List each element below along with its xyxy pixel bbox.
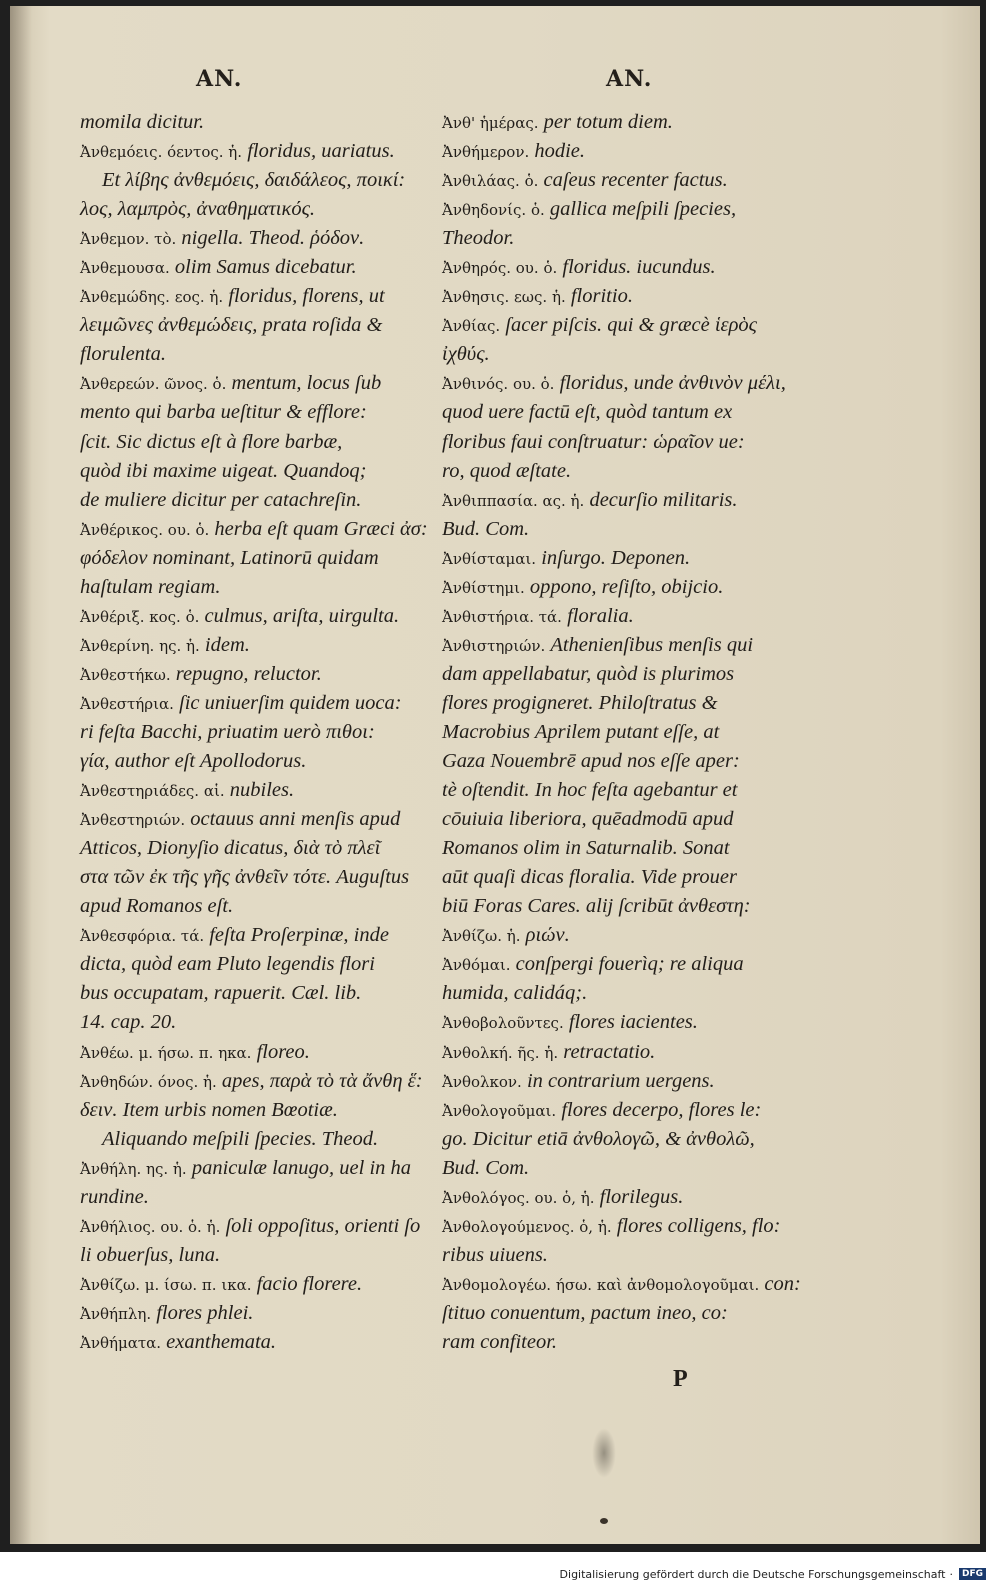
- text-line: [80, 1299, 435, 1328]
- footer-text: Digitalisierung gefördert durch die Deutsche Forschungsgemeinschaft: [559, 1567, 946, 1581]
- text-line: [442, 1008, 792, 1037]
- text-line: [442, 515, 792, 544]
- text-line: [442, 921, 792, 950]
- text-line: [442, 1038, 792, 1067]
- text-line: [80, 166, 435, 195]
- definition-text: nubiles.: [224, 779, 295, 802]
- text-line: [442, 631, 792, 660]
- definition-text: inſurgo. Deponen.: [536, 546, 691, 569]
- definition-text: biū Foras Cares. alij ſcribūt ἀνθεστη:: [442, 895, 751, 918]
- definition-text: flores decerpo, flores le:: [556, 1098, 762, 1121]
- text-line: [80, 979, 435, 1008]
- text-line: [80, 1038, 435, 1067]
- definition-text: caſeus recenter factus.: [538, 169, 728, 192]
- greek-lemma: Ἀνθεστήρια.: [80, 694, 174, 713]
- definition-text: ſacer piſcis. qui & græcè ἱερὸς: [500, 314, 758, 337]
- text-line: [442, 718, 792, 747]
- greek-lemma: Ἀνθήλιος. ου. ὁ. ἡ.: [80, 1217, 221, 1236]
- text-line: [80, 1328, 435, 1357]
- definition-text: mento qui barba ueſtitur & efflore:: [80, 401, 367, 424]
- text-line: [80, 1241, 435, 1270]
- text-line: [80, 1212, 435, 1241]
- definition-text: floribus faui conſtruatur: ὡραῖον ue:: [442, 430, 745, 453]
- text-line: [80, 311, 435, 340]
- greek-lemma: Ἀνθοβολοῦντες.: [442, 1014, 564, 1033]
- definition-text: flores iacientes.: [563, 1011, 698, 1034]
- text-line: [442, 428, 792, 457]
- running-head-right: AN.: [606, 66, 653, 92]
- text-line: [80, 1154, 435, 1183]
- greek-lemma: Ἀνθιλάας. ὁ.: [442, 172, 539, 191]
- text-line: [442, 253, 792, 282]
- greek-lemma: Ἀνθήματα.: [80, 1333, 162, 1352]
- definition-text: floridus, uariatus.: [242, 140, 395, 163]
- text-line: [442, 602, 792, 631]
- definition-text: dicta, quòd eam Pluto legendis flori: [80, 953, 375, 976]
- text-line: [80, 660, 435, 689]
- text-line: [442, 486, 792, 515]
- text-line: [80, 428, 435, 457]
- text-line: [442, 863, 792, 892]
- text-line: [442, 1154, 792, 1183]
- definition-text: Atticos, Dionyſio dicatus, διὰ τὸ πλεῖ: [80, 837, 381, 860]
- definition-text: in contrarium uergens.: [521, 1069, 715, 1092]
- greek-lemma: Ἀνθόμαι.: [442, 956, 511, 975]
- text-line: [80, 921, 435, 950]
- text-line: [80, 602, 435, 631]
- definition-text: floralia.: [561, 604, 634, 627]
- greek-lemma: Ἀνθολογούμενος. ὁ, ἡ.: [442, 1217, 612, 1236]
- text-line: [80, 1067, 435, 1096]
- definition-text: momila dicitur.: [80, 111, 205, 133]
- definition-text: florilegus.: [594, 1185, 684, 1208]
- text-line: [80, 1096, 435, 1125]
- greek-lemma: Ἀνθεμόεις. όεντος. ἡ.: [80, 143, 243, 162]
- definition-text: ριών.: [520, 924, 570, 947]
- greek-lemma: Ἀνθηρός. ου. ὁ.: [442, 259, 558, 278]
- text-line: [80, 1270, 435, 1299]
- text-line: [442, 776, 792, 805]
- text-line: [442, 457, 792, 486]
- definition-text: exanthemata.: [161, 1330, 277, 1353]
- text-line: [442, 1096, 792, 1125]
- text-line: [442, 1241, 792, 1270]
- greek-lemma: Ἀνθεστηριάδες. αἱ.: [80, 782, 225, 801]
- greek-lemma: Ἀνθηδών. όνος. ἡ.: [80, 1072, 217, 1091]
- definition-text: con:: [759, 1272, 801, 1295]
- definition-text: ſic uniuerſim quidem uoca:: [173, 691, 402, 714]
- definition-text: ſtituo conuentum, pactum ineo, co:: [442, 1301, 728, 1324]
- definition-text: decurſio militaris.: [584, 488, 738, 511]
- text-line: [80, 718, 435, 747]
- definition-text: paniculæ lanugo, uel in ha: [186, 1156, 412, 1179]
- definition-text: nigella. Theod. ῥόδον.: [176, 227, 365, 250]
- definition-text: Bud. Com.: [442, 517, 530, 540]
- definition-text: olim Samus dicebatur.: [169, 256, 357, 279]
- text-line: [442, 573, 792, 602]
- definition-text: retractatio.: [558, 1040, 656, 1063]
- greek-lemma: Ἀνθήλη. ης. ἡ.: [80, 1159, 187, 1178]
- definition-text: λος, λαμπρὸς, ἀναθηματικός.: [80, 198, 316, 221]
- definition-text: apes, παρὰ τὸ τὰ ἄνθη ἕ:: [216, 1069, 423, 1092]
- greek-lemma: Ἀνθερεών. ῶνος. ὁ.: [80, 375, 227, 394]
- greek-lemma: Ἀνθολογοῦμαι.: [442, 1101, 557, 1120]
- definition-text: floritio.: [565, 285, 633, 308]
- definition-text: ribus uiuens.: [442, 1243, 548, 1266]
- definition-text: cōuiuia liberiora, quēadmodū apud: [442, 808, 734, 831]
- greek-lemma: Ἀνθίστημι.: [442, 578, 525, 597]
- definition-text: repugno, reluctor.: [170, 662, 322, 685]
- text-line: [442, 805, 792, 834]
- greek-lemma: Ἀνθηδονίς. ὁ.: [442, 201, 545, 220]
- text-line: [442, 544, 792, 573]
- definition-text: flores colligens, flo:: [611, 1214, 781, 1237]
- definition-text: octauus anni menſis apud: [185, 808, 401, 831]
- left-column: [80, 108, 435, 1357]
- text-line: [80, 631, 435, 660]
- definition-text: aūt quaſi dicas floralia. Vide prouer: [442, 866, 737, 889]
- greek-lemma: Ἀνθεμον. τὸ.: [80, 230, 177, 249]
- greek-lemma: Ἀνθίσταμαι.: [442, 549, 537, 568]
- definition-text: Aliquando meſpili ſpecies. Theod.: [102, 1127, 379, 1150]
- greek-lemma: Ἀνθιστήρια. τά.: [442, 607, 562, 626]
- definition-text: ram confiteor.: [442, 1330, 558, 1353]
- footer-bar: Digitalisierung gefördert durch die Deutsche Forschungsgemeinschaft · DFG: [0, 1556, 986, 1592]
- text-line: [442, 1212, 792, 1241]
- text-line: [442, 166, 792, 195]
- text-line: [80, 747, 435, 776]
- text-line: [80, 1183, 435, 1212]
- text-line: [442, 660, 792, 689]
- definition-text: ſoli oppoſitus, orienti ſo: [220, 1214, 421, 1237]
- definition-text: mentum, locus ſub: [226, 372, 382, 395]
- greek-lemma: Ἀνθ' ἡμέρας.: [442, 114, 539, 132]
- greek-lemma: Ἀνθέριξ. κος. ὁ.: [80, 607, 200, 626]
- text-line: [80, 515, 435, 544]
- definition-text: Romanos olim in Saturnalib. Sonat: [442, 837, 730, 860]
- text-line: [442, 950, 792, 979]
- text-line: [80, 253, 435, 282]
- greek-lemma: Ἀνθιππασία. ας. ἡ.: [442, 491, 585, 510]
- definition-text: Theodor.: [442, 227, 515, 250]
- text-line: [80, 573, 435, 602]
- text-line: [442, 979, 792, 1008]
- greek-lemma: Ἀνθησις. εως. ἡ.: [442, 288, 566, 307]
- text-line: [80, 892, 435, 921]
- text-line: [80, 1125, 435, 1154]
- ink-smudge: [592, 1428, 616, 1478]
- text-line: [80, 224, 435, 253]
- ink-dot: [600, 1518, 608, 1524]
- text-line: [442, 1299, 792, 1328]
- text-line: [442, 137, 792, 166]
- definition-text: Gaza Nouembrē apud nos eſſe aper:: [442, 750, 740, 773]
- definition-text: δειν. Item urbis nomen Bœotiæ.: [80, 1098, 338, 1121]
- text-line: [80, 863, 435, 892]
- definition-text: culmus, ariſta, uirgulta.: [199, 604, 400, 627]
- definition-text: per totum diem.: [538, 111, 673, 133]
- definition-text: bus occupatam, rapuerit. Cæl. lib.: [80, 982, 362, 1005]
- greek-lemma: Ἀνθήμερον.: [442, 143, 530, 162]
- greek-lemma: Ἀνθέω. μ. ήσω. π. ηκα.: [80, 1043, 252, 1062]
- text-line: [80, 950, 435, 979]
- definition-text: flores progigneret. Philoſtratus &: [442, 691, 718, 714]
- signature-mark: P: [673, 1366, 688, 1392]
- text-line: [442, 369, 792, 398]
- definition-text: oppono, reſiſto, obijcio.: [524, 575, 724, 598]
- text-line: [80, 544, 435, 573]
- text-line: [442, 108, 792, 137]
- text-line: [80, 805, 435, 834]
- greek-lemma: Ἀνθίζω. ἡ.: [442, 927, 521, 946]
- text-line: [442, 1067, 792, 1096]
- definition-text: ſcit. Sic dictus eſt à flore barbæ,: [80, 430, 343, 453]
- text-line: [80, 195, 435, 224]
- running-head-left: AN.: [196, 66, 243, 92]
- text-line: [80, 137, 435, 166]
- text-line: [442, 834, 792, 863]
- definition-text: φόδελον nominant, Latinorū quidam: [80, 546, 379, 569]
- greek-lemma: Ἀνθήπλη.: [80, 1304, 152, 1323]
- text-line: [80, 776, 435, 805]
- text-line: [442, 892, 792, 921]
- greek-lemma: Ἀνθεστήκω.: [80, 665, 171, 684]
- greek-lemma: Ἀνθέρικος. ου. ὁ.: [80, 520, 210, 539]
- text-line: [442, 1328, 792, 1357]
- definition-text: li obuerſus, luna.: [80, 1243, 221, 1266]
- text-line: [442, 282, 792, 311]
- right-column: [442, 108, 801, 1357]
- greek-lemma: Ἀνθίζω. μ. ίσω. π. ικα.: [80, 1275, 252, 1294]
- greek-lemma: Ἀνθολκον.: [442, 1072, 522, 1091]
- definition-text: λειμῶνες ἀνθεμώδεις, prata roſida &: [80, 314, 383, 337]
- text-line: [442, 195, 792, 224]
- text-line: [80, 486, 435, 515]
- text-line: [442, 1183, 792, 1212]
- definition-text: idem.: [199, 633, 250, 656]
- definition-text: floridus, florens, ut: [223, 285, 385, 308]
- text-line: [442, 747, 792, 776]
- text-line: [442, 1270, 801, 1299]
- definition-text: ri feſta Bacchi, priuatim uerò πιθοι:: [80, 720, 375, 743]
- text-line: [80, 398, 435, 427]
- text-line: [442, 340, 792, 369]
- greek-lemma: Ἀνθιστηριών.: [442, 636, 546, 655]
- greek-lemma: Ἀνθεμώδης. εος. ἡ.: [80, 288, 224, 307]
- text-line: [80, 108, 435, 137]
- greek-lemma: Ἀνθεμουσα.: [80, 259, 170, 278]
- definition-text: floridus. iucundus.: [557, 256, 716, 279]
- definition-text: ro, quod æſtate.: [442, 459, 572, 482]
- text-line: [442, 311, 792, 340]
- definition-text: hodie.: [529, 140, 586, 163]
- definition-text: humida, calidáq;.: [442, 982, 588, 1005]
- definition-text: floridus, unde ἀνθινὸν μέλι,: [554, 372, 786, 395]
- greek-lemma: Ἀνθεστηριών.: [80, 811, 186, 830]
- definition-text: Et λίβης ἀνθεμόεις, δαιδάλεος, ποικί:: [102, 169, 406, 192]
- definition-text: quòd ibi maxime uigeat. Quandoq;: [80, 459, 367, 482]
- definition-text: facio florere.: [251, 1272, 363, 1295]
- definition-text: ἰχθύς.: [442, 343, 490, 366]
- greek-lemma: Ἀνθερίνη. ης. ἡ.: [80, 636, 200, 655]
- definition-text: go. Dicitur etiā ἀνθολογῶ, & ἀνθολῶ,: [442, 1127, 755, 1150]
- definition-text: Bud. Com.: [442, 1156, 530, 1179]
- definition-text: quod uere factū eſt, quòd tantum ex: [442, 401, 733, 424]
- definition-text: feſta Proſerpinæ, inde: [204, 924, 389, 947]
- definition-text: 14. cap. 20.: [80, 1011, 177, 1034]
- gutter-shadow: [10, 6, 32, 1544]
- text-line: [442, 398, 792, 427]
- definition-text: tè oſtendit. In hoc feſta agebantur et: [442, 779, 738, 802]
- definition-text: gallica meſpili ſpecies,: [544, 198, 737, 221]
- definition-text: apud Romanos eſt.: [80, 895, 234, 918]
- text-line: [442, 689, 792, 718]
- greek-lemma: Ἀνθολκή. ῆς. ἡ.: [442, 1043, 559, 1062]
- definition-text: de muliere dicitur per catachreſin.: [80, 488, 362, 511]
- text-line: [442, 1125, 792, 1154]
- text-line: [80, 1008, 435, 1037]
- definition-text: γία, author eſt Apollodorus.: [80, 750, 307, 773]
- definition-text: haſtulam regiam.: [80, 575, 221, 598]
- definition-text: Athenienſibus menſis qui: [545, 633, 754, 656]
- dfg-logo: DFG: [959, 1568, 986, 1580]
- greek-lemma: Ἀνθεσφόρια. τά.: [80, 927, 205, 946]
- text-line: [442, 224, 792, 253]
- definition-text: conſpergi fouerìq; re aliqua: [510, 953, 744, 976]
- definition-text: herba eſt quam Græci ἀσ:: [209, 517, 428, 540]
- greek-lemma: Ἀνθινός. ου. ὁ.: [442, 375, 555, 394]
- greek-lemma: Ἀνθολόγος. ου. ὁ, ἡ.: [442, 1188, 595, 1207]
- greek-lemma: Ἀνθομολογέω. ήσω. καὶ ἀνθομολογοῦμαι.: [442, 1275, 760, 1294]
- definition-text: Macrobius Aprilem putant eſſe, at: [442, 720, 720, 743]
- text-line: [80, 457, 435, 486]
- definition-text: rundine.: [80, 1185, 149, 1208]
- definition-text: στα τῶν ἐκ τῆς γῆς ἀνθεῖν τότε. Auguſtus: [80, 866, 410, 889]
- definition-text: floreo.: [251, 1040, 310, 1063]
- text-line: [80, 369, 435, 398]
- definition-text: flores phlei.: [151, 1301, 254, 1324]
- text-line: [80, 340, 435, 369]
- definition-text: dam appellabatur, quòd is plurimos: [442, 662, 735, 685]
- text-line: [80, 282, 435, 311]
- definition-text: florulenta.: [80, 343, 166, 366]
- greek-lemma: Ἀνθίας.: [442, 317, 501, 336]
- text-line: [80, 689, 435, 718]
- text-line: [80, 834, 435, 863]
